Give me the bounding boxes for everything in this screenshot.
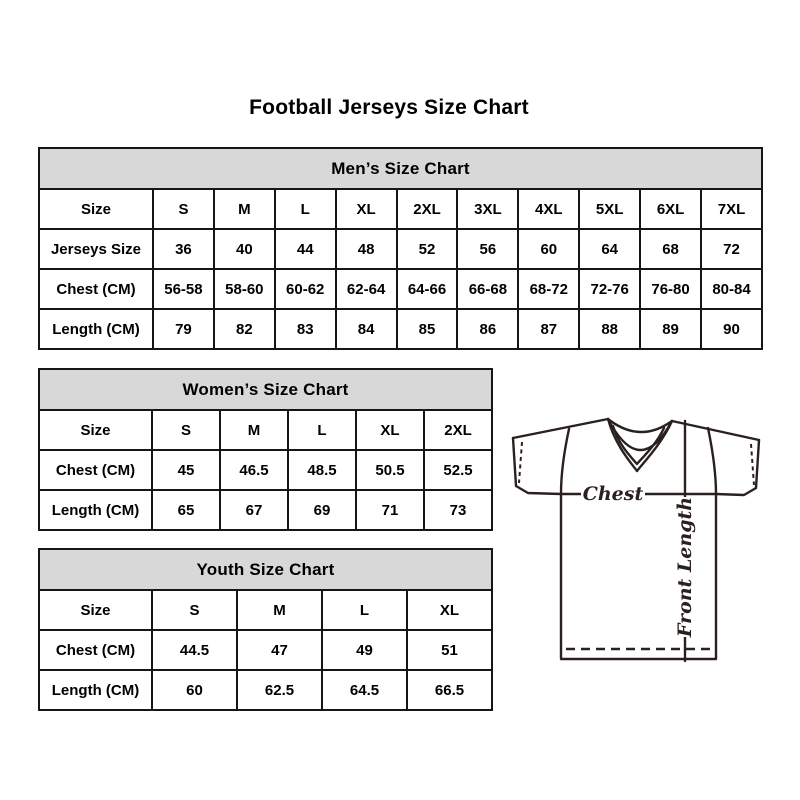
size-value: XL: [407, 590, 492, 630]
front-length-label-group: [674, 497, 696, 638]
table-row: [39, 229, 762, 269]
size-value: 51: [407, 630, 492, 670]
row-label: Jerseys Size: [39, 229, 153, 269]
size-value: 6XL: [640, 189, 701, 229]
size-value: M: [220, 410, 288, 450]
row-label: Chest (CM): [39, 450, 152, 490]
size-value: 88: [579, 309, 640, 349]
size-value: 67: [220, 490, 288, 530]
size-value: 69: [288, 490, 356, 530]
table-row: [39, 450, 492, 490]
size-value: 46.5: [220, 450, 288, 490]
size-value: 62.5: [237, 670, 322, 710]
size-value: 2XL: [424, 410, 492, 450]
mens-size-table-body: [39, 148, 762, 349]
size-value: 48.5: [288, 450, 356, 490]
size-value: 79: [153, 309, 214, 349]
size-value: 84: [336, 309, 397, 349]
size-value: 3XL: [457, 189, 518, 229]
row-label: Size: [39, 410, 152, 450]
row-label: Size: [39, 189, 153, 229]
table-row: [39, 410, 492, 450]
size-value: 44: [275, 229, 336, 269]
size-value: 72: [701, 229, 762, 269]
size-value: 71: [356, 490, 424, 530]
table-row: [39, 630, 492, 670]
size-value: M: [214, 189, 275, 229]
row-label: Length (CM): [39, 309, 153, 349]
size-value: S: [153, 189, 214, 229]
size-value: 49: [322, 630, 407, 670]
size-value: 82: [214, 309, 275, 349]
row-label: Length (CM): [39, 670, 152, 710]
front-length-label: Front Length: [674, 496, 696, 638]
size-value: 47: [237, 630, 322, 670]
size-value: 45: [152, 450, 220, 490]
table-title: Men’s Size Chart: [39, 148, 762, 189]
table-row: [39, 269, 762, 309]
size-value: M: [237, 590, 322, 630]
jersey-measurement-diagram: [505, 397, 767, 667]
size-value: 48: [336, 229, 397, 269]
size-value: 85: [397, 309, 458, 349]
table-title: Youth Size Chart: [39, 549, 492, 590]
jersey-right-seam: [708, 428, 716, 494]
size-value: 36: [153, 229, 214, 269]
size-value: 60: [152, 670, 237, 710]
row-label: Chest (CM): [39, 269, 153, 309]
size-value: 64-66: [397, 269, 458, 309]
table-row: [39, 590, 492, 630]
size-value: 73: [424, 490, 492, 530]
row-label: Chest (CM): [39, 630, 152, 670]
size-value: 64: [579, 229, 640, 269]
size-value: 44.5: [152, 630, 237, 670]
table-row: [39, 670, 492, 710]
size-value: 80-84: [701, 269, 762, 309]
size-value: 58-60: [214, 269, 275, 309]
size-value: 60-62: [275, 269, 336, 309]
size-value: 40: [214, 229, 275, 269]
size-value: 56-58: [153, 269, 214, 309]
jersey-collar-band: [608, 419, 672, 450]
size-value: 52.5: [424, 450, 492, 490]
table-row: [39, 490, 492, 530]
youth-size-table-body: [39, 549, 492, 710]
size-value: 4XL: [518, 189, 579, 229]
size-value: S: [152, 410, 220, 450]
table-title-row: [39, 549, 492, 590]
size-value: S: [152, 590, 237, 630]
size-value: 86: [457, 309, 518, 349]
size-value: 2XL: [397, 189, 458, 229]
size-value: 76-80: [640, 269, 701, 309]
jersey-right-cuff-stitch: [751, 444, 754, 485]
size-value: L: [322, 590, 407, 630]
table-title: Women’s Size Chart: [39, 369, 492, 410]
size-value: 68: [640, 229, 701, 269]
size-value: 65: [152, 490, 220, 530]
womens-size-table-body: [39, 369, 492, 530]
size-value: XL: [356, 410, 424, 450]
size-value: 5XL: [579, 189, 640, 229]
size-value: 7XL: [701, 189, 762, 229]
size-value: L: [275, 189, 336, 229]
jersey-left-seam: [561, 429, 569, 494]
table-title-row: [39, 369, 492, 410]
size-value: 66.5: [407, 670, 492, 710]
size-value: 64.5: [322, 670, 407, 710]
size-value: 83: [275, 309, 336, 349]
size-value: 90: [701, 309, 762, 349]
row-label: Size: [39, 590, 152, 630]
row-label: Length (CM): [39, 490, 152, 530]
size-value: 60: [518, 229, 579, 269]
size-value: 87: [518, 309, 579, 349]
size-value: XL: [336, 189, 397, 229]
size-value: 66-68: [457, 269, 518, 309]
youth-size-table: [38, 548, 493, 711]
page-title: Football Jerseys Size Chart: [249, 96, 529, 119]
jersey-left-cuff-stitch: [519, 442, 522, 483]
size-value: 52: [397, 229, 458, 269]
womens-size-table: [38, 368, 493, 531]
jersey-diagram-svg: [505, 397, 767, 667]
table-row: [39, 189, 762, 229]
size-value: 50.5: [356, 450, 424, 490]
size-value: L: [288, 410, 356, 450]
size-value: 62-64: [336, 269, 397, 309]
table-title-row: [39, 148, 762, 189]
size-value: 68-72: [518, 269, 579, 309]
chest-label: Chest: [582, 483, 644, 505]
jersey-left-shoulder: [513, 419, 608, 438]
size-value: 89: [640, 309, 701, 349]
mens-size-table: [38, 147, 763, 350]
size-value: 72-76: [579, 269, 640, 309]
table-row: [39, 309, 762, 349]
size-value: 56: [457, 229, 518, 269]
